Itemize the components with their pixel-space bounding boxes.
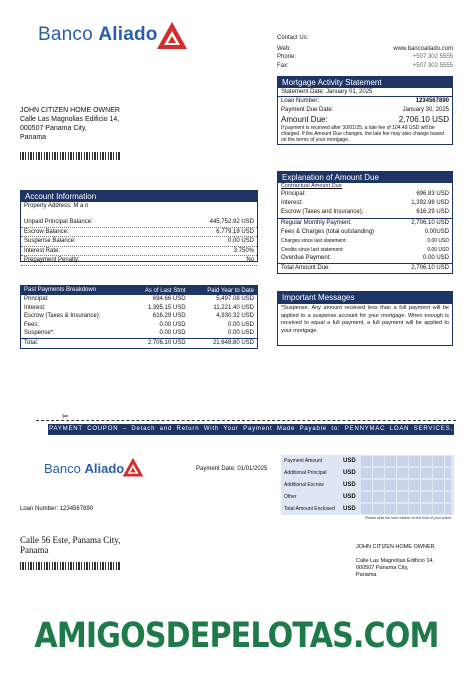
account-row: [21, 247, 257, 257]
coupon-customer-name: JOHN CITIZEN HOME OWNER: [356, 544, 435, 550]
due-date-label: Payment Due Date:: [281, 107, 334, 113]
phone-value: +507 302 5555: [412, 54, 453, 60]
account-rows: [21, 218, 257, 266]
explanation-row: [278, 228, 452, 237]
explanation-total-row: [278, 263, 452, 272]
breakdown-row: [21, 312, 257, 321]
contact-block: [277, 34, 453, 70]
statement-date: Statement Date: January 01, 2025: [278, 88, 452, 97]
contact-title: Contact Us:: [277, 35, 309, 41]
statement-title: Mortgage Activity Statement: [278, 77, 452, 88]
explanation-row-label: Credits since last statement:: [281, 246, 344, 253]
explanation-row: [278, 237, 452, 246]
loan-label: Loan Number:: [281, 98, 320, 104]
loan-value: 1234567890: [415, 98, 449, 104]
coupon-field-row: [281, 491, 454, 503]
explanation-row-value: 0.00 USD: [427, 238, 449, 245]
explanation-row: [278, 199, 452, 208]
account-row: [21, 228, 257, 238]
breakdown-row: [21, 304, 257, 313]
coupon-field-label: Additional Principal: [284, 470, 327, 476]
bank-logo: [38, 24, 188, 56]
breakdown-row: [21, 338, 257, 347]
account-row-label: Interest Rate:: [24, 247, 61, 254]
account-row: [21, 218, 257, 228]
coupon-footnote: Please write the loan number on the front of your check.: [365, 516, 452, 520]
coupon-field-unit: USD: [343, 470, 356, 476]
explanation-row: [278, 190, 452, 199]
explanation-row-label: Principal:: [281, 191, 306, 197]
logo-emblem-icon: [156, 21, 188, 51]
explanation-row: [278, 218, 452, 228]
coupon-field-label: Payment Amount: [284, 458, 323, 464]
statement-box: [277, 76, 453, 145]
explanation-row-label: Escrow (Taxes and Insurance):: [281, 209, 364, 216]
coupon-amount-input[interactable]: [361, 504, 451, 514]
late-fee-notice: If payment is received after 30/01/25, a late fee of 104.49 USD will be charged. If the Amount Due changes, the late fee may also change based on the terms of your mortgage.: [281, 125, 444, 143]
coupon-field-unit: USD: [343, 482, 356, 488]
coupon-logo-emblem-icon: [122, 457, 144, 478]
breakdown-cell: 4,930.32 USD: [216, 313, 254, 320]
fax-label: Fax:: [277, 63, 289, 69]
messages-box: [277, 291, 453, 346]
coupon-bank-name: Banco Aliado: [44, 461, 125, 476]
breakdown-cell: 21,648.80 USD: [212, 339, 254, 346]
explanation-row-label: Charges since last statement:: [281, 238, 347, 245]
phone-label: Phone:: [277, 54, 297, 60]
web-label: Web:: [277, 46, 291, 52]
explanation-row-value: 0.00 USD: [427, 246, 449, 253]
coupon-fields: [281, 455, 454, 520]
amount-due-label: Amount Due:: [281, 115, 328, 124]
customer-address-line: Calle Las Magnolias Edificio 14,: [20, 116, 120, 123]
account-info-box: [20, 190, 258, 262]
coupon-field-label: Total Amount Enclosed: [284, 506, 335, 512]
account-row-label: Unpaid Principal Balance:: [24, 219, 93, 225]
breakdown-row: [21, 329, 257, 338]
breakdown-header-row: [21, 286, 257, 295]
coupon-field-unit: USD: [343, 458, 356, 464]
coupon-field-unit: USD: [343, 506, 356, 512]
coupon-field-row: [281, 503, 454, 515]
explanation-row-value: 2,706.10 USD: [411, 219, 449, 226]
breakdown-header: As of Last Stmt: [144, 287, 186, 294]
breakdown-header: Past Payments Breakdown: [24, 287, 97, 293]
total-value: 2,706.10 USD: [411, 265, 449, 272]
explanation-row-value: 0.00USD: [424, 228, 449, 235]
explanation-row-label: Fees & Charges (total outstanding): [281, 228, 375, 235]
explanation-rows: [278, 190, 452, 263]
explanation-row-value: 0.00 USD: [422, 255, 449, 262]
coupon-field-row: [281, 455, 454, 467]
breakdown-cell: Fees:: [24, 321, 40, 328]
bank-name: Banco Aliado: [38, 24, 158, 45]
account-row-value: 0.00 USD: [227, 238, 254, 244]
account-row: [21, 256, 257, 266]
account-row-value: No: [246, 257, 254, 263]
breakdown-cell: 0.00 USD: [227, 321, 254, 328]
breakdown-cell: Interest:: [24, 304, 46, 311]
explanation-subtitle: Contractual Amount Due: [281, 183, 343, 189]
remit-barcode: [20, 562, 120, 570]
explanation-row-label: Regular Monthly Payment:: [281, 219, 352, 226]
breakdown-cell: 0.00 USD: [227, 330, 254, 337]
remit-address: [20, 535, 120, 555]
breakdown-cell: 0.00 USD: [159, 321, 186, 328]
breakdown-cell: 11,221.40 USD: [213, 304, 254, 311]
customer-address-line: Panama: [20, 134, 47, 141]
breakdown-table: [20, 285, 258, 349]
coupon-loan-number: Loan Number: 1234567890: [20, 506, 94, 512]
messages-title: Important Messages: [278, 292, 452, 304]
coupon-field-label: Other: [284, 494, 297, 500]
amount-due-value: 2,706.10 USD: [398, 115, 449, 124]
coupon-customer-address-line: Panama: [356, 572, 377, 578]
detach-line: [36, 420, 456, 421]
coupon-amount-input[interactable]: [361, 456, 451, 466]
explanation-row: [278, 254, 452, 263]
account-row: [21, 237, 257, 247]
coupon-banner-text: PAYMENT COUPON – Detach and Return With Your Payment Made Payable to: PENNYMAC LOAN SERVICES, LLC: [49, 426, 453, 443]
explanation-row: [278, 246, 452, 255]
account-row-value: 3.750%: [233, 247, 254, 254]
fax-value: +507 302 5555: [412, 63, 453, 69]
postal-barcode: [20, 152, 120, 160]
breakdown-row: [21, 321, 257, 330]
breakdown-cell: 616.29 USD: [152, 313, 186, 320]
remit-address-line: Panama: [20, 545, 49, 555]
coupon-amount-input[interactable]: [361, 492, 451, 502]
breakdown-row: [21, 295, 257, 304]
explanation-row-value: 696.83 USD: [416, 191, 449, 197]
total-label: Total Amount Due:: [281, 265, 331, 272]
breakdown-cell: Escrow (Taxes & Insurance):: [24, 313, 101, 320]
coupon-field-row: [281, 479, 454, 491]
coupon-customer-address-line: Calle Las Magnolias Edificio 14,: [356, 558, 434, 564]
explanation-row-label: Overdue Payment:: [281, 255, 332, 262]
customer-address: [20, 106, 170, 142]
account-row-value: 445,752.92 USD: [209, 219, 254, 225]
breakdown-header: Paid Year to Date: [207, 287, 254, 294]
breakdown-cell: 0.00 USD: [159, 330, 186, 337]
breakdown-cell: 694.66 USD: [152, 296, 186, 302]
remit-address-line: Calle 56 Este, Panama City,: [20, 535, 121, 545]
account-row-value: 6,779.19 USD: [216, 228, 254, 235]
coupon-amount-input[interactable]: [361, 480, 451, 490]
web-link[interactable]: www.bancoaliado.com: [393, 46, 453, 52]
scissors-icon: ✂: [62, 412, 69, 421]
breakdown-cell: 2,706.10 USD: [147, 339, 186, 346]
coupon-customer-address-line: 000507 Panama City,: [356, 565, 409, 571]
breakdown-cell: Principal:: [24, 296, 49, 302]
breakdown-cell: 5,497.08 USD: [216, 296, 254, 302]
coupon-banner: [48, 424, 454, 443]
explanation-row-value: 616.29 USD: [416, 209, 449, 216]
coupon-field-label: Additional Escrow: [284, 482, 324, 488]
explanation-row-value: 1,392.98 USD: [411, 200, 449, 207]
coupon-field-unit: USD: [343, 494, 356, 500]
watermark: AMIGOSDEPELOTAS.COM: [34, 616, 439, 656]
coupon-bank-logo: [44, 460, 154, 484]
coupon-amount-input[interactable]: [361, 468, 451, 478]
explanation-box: [277, 171, 453, 274]
coupon-payment-date: Payment Date: 01/01/2025: [196, 466, 268, 472]
explanation-row: [278, 208, 452, 217]
property-address: Property Address: M a n: [24, 203, 89, 209]
breakdown-cell: 1,395.15 USD: [147, 304, 186, 311]
explanation-title: Explanation of Amount Due: [278, 172, 452, 183]
customer-name: JOHN CITIZEN HOME OWNER: [20, 107, 120, 114]
coupon-field-row: [281, 467, 454, 479]
coupon-customer-address: [356, 544, 435, 579]
breakdown-cell: Total:: [24, 339, 39, 346]
account-info-title: Account Information: [21, 191, 257, 202]
breakdown-cell: Suspense*:: [24, 330, 55, 337]
messages-body: *Suspense: Any amount received less than a full payment will be applied to a suspense account for your mortgage. When enough is received to equal a full payment, a full payment will be applied to your mortgage.: [281, 305, 449, 334]
account-row-label: Prepayment Penalty:: [24, 257, 80, 263]
due-date-value: January 30, 2025: [402, 107, 449, 113]
account-row-label: Suspense Balance:: [24, 238, 76, 244]
explanation-row-label: Interest:: [281, 200, 303, 207]
account-row-label: Escrow Balance:: [24, 228, 69, 235]
customer-address-line: 000507 Panama City,: [20, 125, 87, 132]
